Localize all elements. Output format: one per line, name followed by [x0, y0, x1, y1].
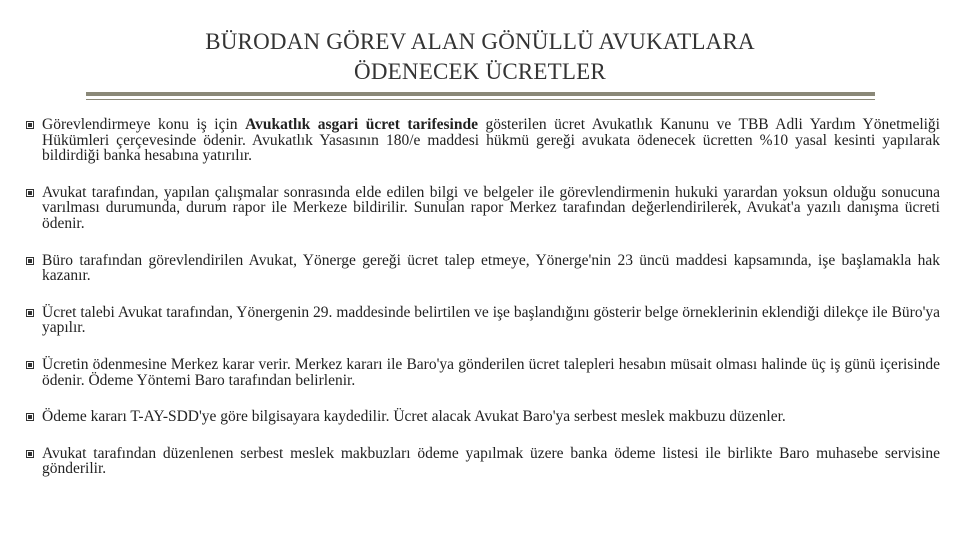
square-bullet-icon [26, 121, 34, 129]
list-item [24, 357, 940, 388]
bullet-list [24, 117, 940, 498]
title-line-2: ÖDENECEK ÜCRETLER [354, 59, 606, 84]
item-text: Avukat tarafından düzenlenen serbest meslek makbuzları ödeme yapılmak üzere banka ödeme listesi ile birlikte Baro muhasebe servisine gönderilir. [42, 444, 940, 478]
square-bullet-icon [26, 309, 34, 317]
list-item [24, 185, 940, 232]
square-bullet-icon [26, 257, 34, 265]
item-text: Avukat tarafından, yapılan çalışmalar sonrasında elde edilen bilgi ve belgeler ile görevlendirmenin hukuki yarardan yoksun olduğu sonucuna varılması durumunda, durum rapor ile Merkeze bildirilir. Sunulan rapor Merkez tarafından değerlendirilerek, Avukat'a yazılı danışma ücreti ödenir. [42, 183, 940, 232]
list-item [24, 253, 940, 284]
page-title [0, 27, 960, 87]
square-bullet-icon [26, 413, 34, 421]
list-item [24, 117, 940, 164]
item-text-bold: Avukatlık asgari ücret tarifesinde [245, 116, 478, 133]
divider-thick-line [86, 92, 875, 96]
divider-thin-line [86, 99, 875, 100]
title-line-1: BÜRODAN GÖREV ALAN GÖNÜLLÜ AVUKATLARA [205, 29, 755, 54]
item-text: Ücretin ödenmesine Merkez karar verir. Merkez kararı ile Baro'ya gönderilen ücret talepleri hesabın müsait olması halinde üç iş günü içerisinde ödenir. Ödeme Yöntemi Baro tarafından belirlenir. [42, 355, 940, 389]
list-item [24, 446, 940, 477]
item-text: Ödeme kararı T-AY-SDD'ye göre bilgisayara kaydedilir. Ücret alacak Avukat Baro'ya serbest meslek makbuzu düzenler. [42, 408, 786, 426]
list-item [24, 409, 940, 425]
list-item [24, 305, 940, 336]
item-text: Büro tarafından görevlendirilen Avukat, Yönerge gereği ücret talep etmeye, Yönerge'nin 23 üncü maddesi kapsamında, işe başlamakla hak kazanır. [42, 251, 940, 285]
item-text-before: Görevlendirmeye konu iş için [42, 116, 246, 133]
square-bullet-icon [26, 450, 34, 458]
item-text-after: gösterilen ücret Avukatlık Kanunu ve TBB Adli Yardım Yönetmeliği Hükümleri çerçevesinde ödenir. Avukatlık Yasasının 180/e maddesi hükmü gereği avukata ödenecek ücretten %10 yasal kesinti yapılarak bildirdiği banka hesabına yatırılır. [42, 116, 940, 165]
item-text: Ücret talebi Avukat tarafından, Yönergenin 29. maddesinde belirtilen ve işe başlandığını gösterir belge örneklerinin eklendiği dilekçe ile Büro'ya yapılır. [42, 303, 940, 337]
title-divider [86, 92, 875, 100]
square-bullet-icon [26, 189, 34, 197]
square-bullet-icon [26, 361, 34, 369]
